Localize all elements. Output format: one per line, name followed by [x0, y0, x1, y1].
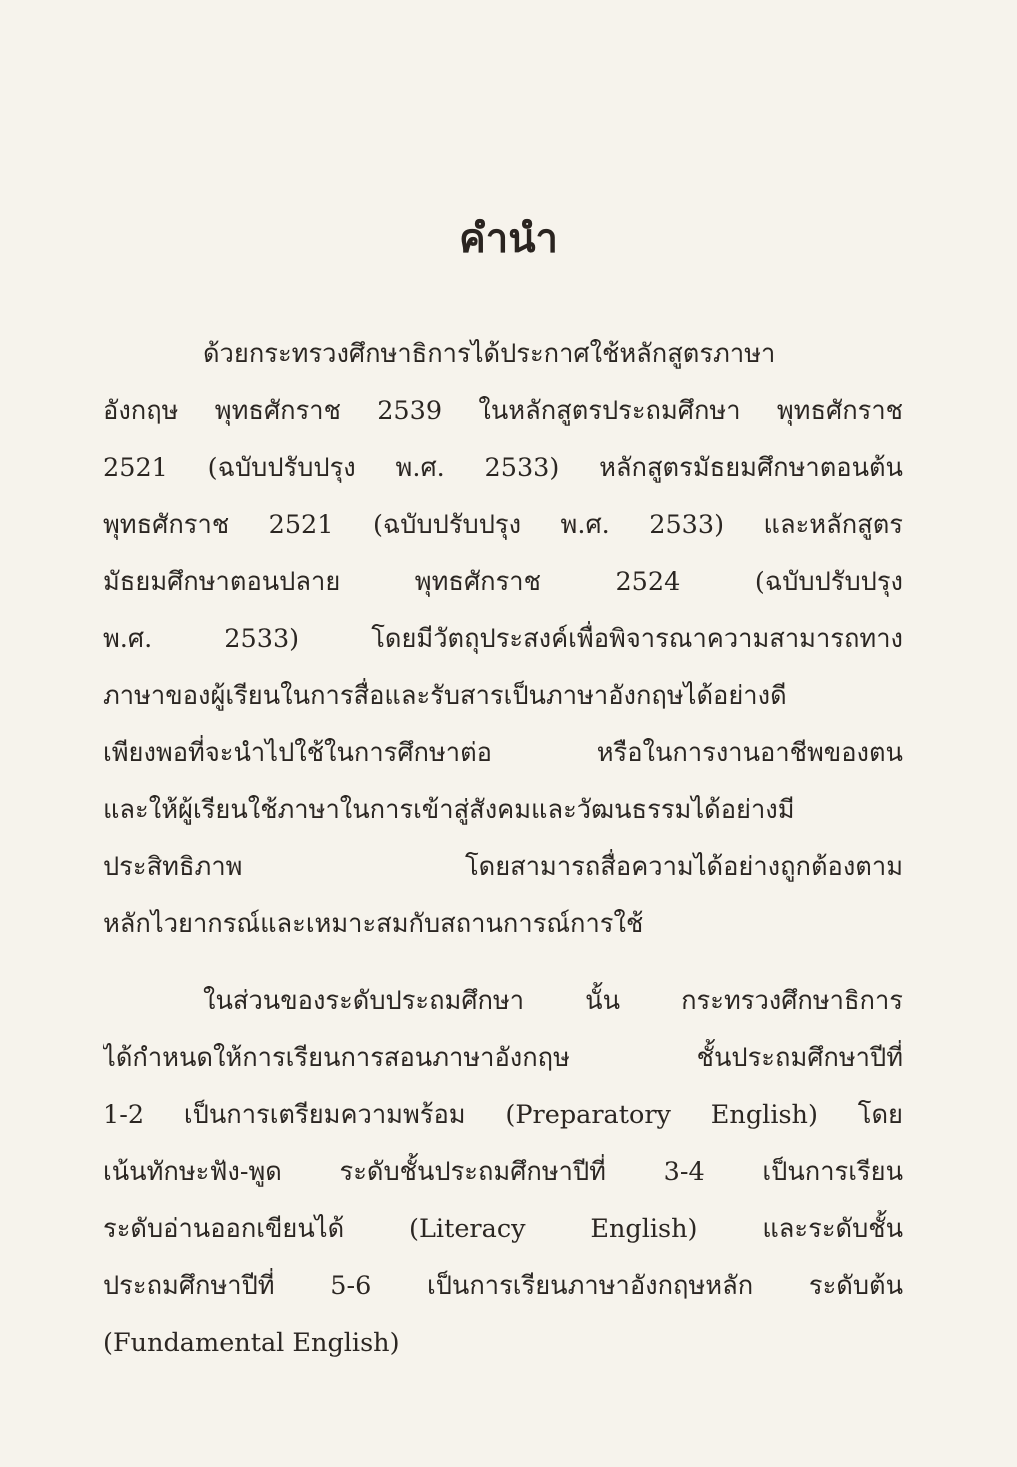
text-line: มัธยมศึกษาตอนปลาย พุทธศักราช 2524 (ฉบับปรับปรุง: [103, 567, 903, 597]
paragraph-gap: [103, 953, 903, 973]
text-line: และให้ผู้เรียนใช้ภาษาในการเข้าสู่สังคมและวัฒนธรรมได้อย่างมี: [103, 795, 795, 825]
text-line: ประถมศึกษาปีที่ 5-6 เป็นการเรียนภาษาอังกฤษหลัก ระดับต้น: [103, 1271, 903, 1301]
text-line: หลักไวยากรณ์และเหมาะสมกับสถานการณ์การใช้: [103, 909, 644, 939]
text-line: ระดับอ่านออกเขียนได้ (Literacy English) และระดับชั้น: [103, 1214, 903, 1244]
text-line: อังกฤษ พุทธศักราช 2539 ในหลักสูตรประถมศึกษา พุทธศักราช: [103, 396, 903, 426]
paragraph-2: [103, 973, 903, 1372]
text-line: ได้กำหนดให้การเรียนการสอนภาษาอังกฤษ ชั้นประถมศึกษาปีที่: [103, 1043, 903, 1073]
text-line: ประสิทธิภาพ โดยสามารถสื่อความได้อย่างถูกต้องตาม: [103, 852, 903, 882]
page-title: คำนำ: [458, 216, 559, 262]
text-line: ในส่วนของระดับประถมศึกษา นั้น กระทรวงศึกษาธิการ: [203, 986, 903, 1016]
text-line: พุทธศักราช 2521 (ฉบับปรับปรุง พ.ศ. 2533) และหลักสูตร: [103, 510, 903, 540]
text-line: (Fundamental English): [103, 1328, 400, 1358]
text-line: เพียงพอที่จะนำไปใช้ในการศึกษาต่อ หรือในการงานอาชีพของตน: [103, 738, 903, 768]
text-line: ด้วยกระทรวงศึกษาธิการได้ประกาศใช้หลักสูตรภาษา: [203, 339, 776, 369]
paragraph-1: [103, 326, 903, 953]
text-line: พ.ศ. 2533) โดยมีวัตถุประสงค์เพื่อพิจารณาความสามารถทาง: [103, 624, 903, 654]
text-line: 2521 (ฉบับปรับปรุง พ.ศ. 2533) หลักสูตรมัธยมศึกษาตอนต้น: [103, 453, 903, 483]
text-line: ภาษาของผู้เรียนในการสื่อและรับสารเป็นภาษาอังกฤษได้อย่างดี: [103, 681, 787, 711]
text-line: เน้นทักษะฟัง-พูด ระดับชั้นประถมศึกษาปีที่ 3-4 เป็นการเรียน: [103, 1157, 903, 1187]
document-body: [103, 326, 903, 1372]
text-line: 1-2 เป็นการเตรียมความพร้อม (Preparatory English) โดย: [103, 1100, 903, 1130]
